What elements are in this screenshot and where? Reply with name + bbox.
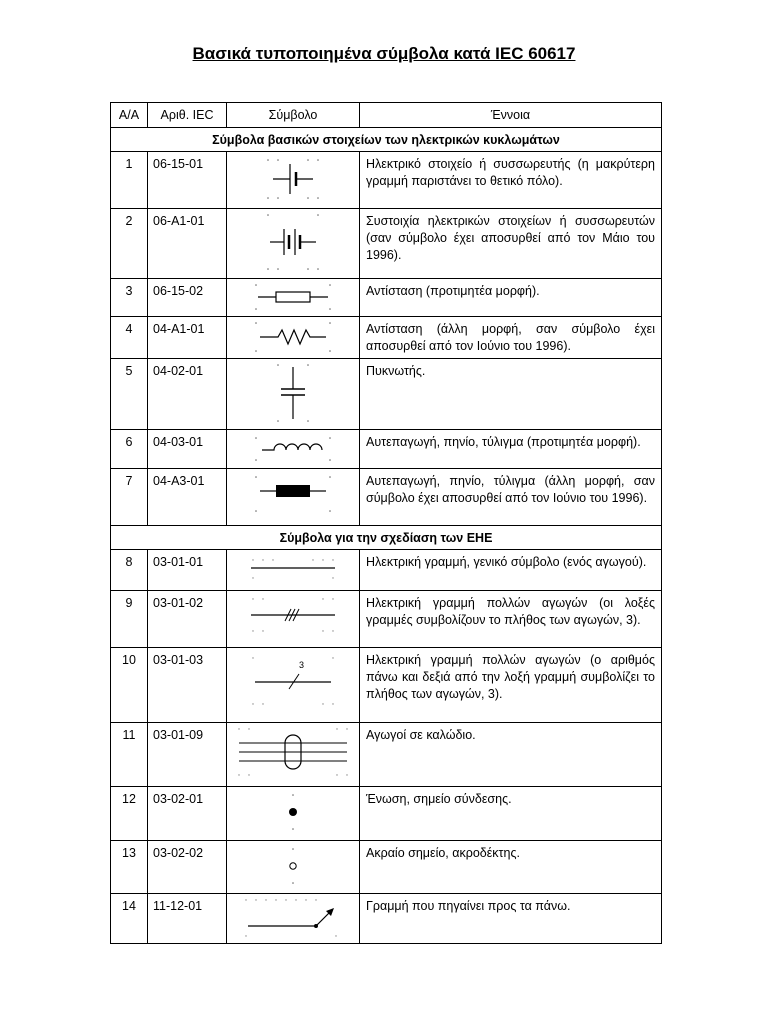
row-symbol xyxy=(227,430,360,469)
row-symbol xyxy=(227,152,360,209)
row-symbol xyxy=(227,279,360,317)
section-row xyxy=(111,526,662,550)
row-num: 2 xyxy=(111,209,148,279)
row-code: 06-15-01 xyxy=(148,152,227,209)
row-num: 12 xyxy=(111,787,148,841)
row-meaning: Αντίσταση (προτιμητέα μορφή). xyxy=(360,279,662,317)
row-num: 11 xyxy=(111,723,148,787)
row-code: 04-A1-01 xyxy=(148,317,227,359)
table-row xyxy=(111,279,662,317)
row-code: 06-A1-01 xyxy=(148,209,227,279)
row-meaning: Αυτεπαγωγή, πηνίο, τύλιγμα (προτιμητέα μορφή). xyxy=(360,430,662,469)
row-symbol xyxy=(227,723,360,787)
row-num: 6 xyxy=(111,430,148,469)
multi-line-number-icon xyxy=(243,648,343,714)
inductor-icon xyxy=(248,430,338,468)
row-meaning: Ακραίο σημείο, ακροδέκτης. xyxy=(360,841,662,894)
row-meaning: Αυτεπαγωγή, πηνίο, τύλιγμα (άλλη μορφή, σαν σύμβολο έχει αποσυρθεί από τον Ιούνιο του 1996). xyxy=(360,469,662,526)
terminal-icon xyxy=(263,841,323,891)
row-code: 04-02-01 xyxy=(148,359,227,430)
row-symbol xyxy=(227,591,360,648)
line-upward-icon xyxy=(238,894,348,942)
symbols-table xyxy=(110,102,662,944)
row-code: 03-02-01 xyxy=(148,787,227,841)
table-row xyxy=(111,723,662,787)
row-num: 13 xyxy=(111,841,148,894)
row-symbol xyxy=(227,359,360,430)
table-row xyxy=(111,591,662,648)
row-meaning: Συστοιχία ηλεκτρικών στοιχείων ή συσσωρευτών (σαν σύμβολο έχει αποσυρθεί από τον Μάιο του 1996). xyxy=(360,209,662,279)
cell-icon xyxy=(258,152,328,206)
row-meaning: Πυκνωτής. xyxy=(360,359,662,430)
row-code: 11-12-01 xyxy=(148,894,227,944)
row-code: 04-A3-01 xyxy=(148,469,227,526)
table-row xyxy=(111,469,662,526)
table-header-row xyxy=(111,103,662,128)
header-code: Αριθ. IEC xyxy=(148,103,227,128)
row-meaning: Ηλεκτρικό στοιχείο ή συσσωρευτής (η μακρύτερη γραμμή παριστάνει το θετικό πόλο). xyxy=(360,152,662,209)
table-row xyxy=(111,359,662,430)
row-num: 14 xyxy=(111,894,148,944)
resistor-zigzag-icon xyxy=(248,317,338,357)
row-meaning: Ένωση, σημείο σύνδεσης. xyxy=(360,787,662,841)
row-symbol xyxy=(227,209,360,279)
row-num: 5 xyxy=(111,359,148,430)
row-symbol xyxy=(227,787,360,841)
capacitor-icon xyxy=(258,359,328,427)
table-row xyxy=(111,317,662,359)
line-icon xyxy=(243,550,343,588)
cable-icon xyxy=(233,723,353,781)
table-row xyxy=(111,152,662,209)
row-code: 06-15-02 xyxy=(148,279,227,317)
row-meaning: Αντίσταση (άλλη μορφή, σαν σύμβολο έχει αποσυρθεί από τον Ιούνιο του 1996). xyxy=(360,317,662,359)
row-meaning: Γραμμή που πηγαίνει προς τα πάνω. xyxy=(360,894,662,944)
row-num: 3 xyxy=(111,279,148,317)
inductor-block-icon xyxy=(248,469,338,519)
row-num: 4 xyxy=(111,317,148,359)
table-row xyxy=(111,209,662,279)
row-num: 10 xyxy=(111,648,148,723)
section-title: Σύμβολα για την σχεδίαση των ΕΗΕ xyxy=(111,526,662,550)
table-row xyxy=(111,894,662,944)
row-code: 03-01-02 xyxy=(148,591,227,648)
row-meaning: Ηλεκτρική γραμμή πολλών αγωγών (ο αριθμός πάνω και δεξιά από την λοξή γραμμή συμβολίζει το πλήθος των αγωγών, 3). xyxy=(360,648,662,723)
table-row xyxy=(111,787,662,841)
row-symbol xyxy=(227,648,360,723)
header-symbol: Σύμβολο xyxy=(227,103,360,128)
row-meaning: Αγωγοί σε καλώδιο. xyxy=(360,723,662,787)
header-num: Α/Α xyxy=(111,103,148,128)
row-symbol xyxy=(227,841,360,894)
row-num: 1 xyxy=(111,152,148,209)
resistor-box-icon xyxy=(248,279,338,315)
row-num: 9 xyxy=(111,591,148,648)
table-row xyxy=(111,648,662,723)
row-meaning: Ηλεκτρική γραμμή, γενικό σύμβολο (ενός αγωγού). xyxy=(360,550,662,591)
battery-icon xyxy=(258,209,328,275)
row-code: 03-01-01 xyxy=(148,550,227,591)
section-row xyxy=(111,128,662,152)
row-symbol xyxy=(227,894,360,944)
row-meaning: Ηλεκτρική γραμμή πολλών αγωγών (οι λοξές γραμμές συμβολίζουν το πλήθος των αγωγών, 3). xyxy=(360,591,662,648)
table-row xyxy=(111,841,662,894)
conductor-count-label: 3 xyxy=(299,660,305,670)
table-row xyxy=(111,550,662,591)
row-code: 03-01-09 xyxy=(148,723,227,787)
multi-line-slashes-icon xyxy=(243,591,343,641)
header-meaning: Έννοια xyxy=(360,103,662,128)
row-symbol xyxy=(227,550,360,591)
row-num: 8 xyxy=(111,550,148,591)
row-code: 03-01-03 xyxy=(148,648,227,723)
row-num: 7 xyxy=(111,469,148,526)
table-row xyxy=(111,430,662,469)
section-title: Σύμβολα βασικών στοιχείων των ηλεκτρικών κυκλωμάτων xyxy=(111,128,662,152)
row-symbol xyxy=(227,317,360,359)
row-code: 03-02-02 xyxy=(148,841,227,894)
junction-dot-icon xyxy=(263,787,323,837)
row-code: 04-03-01 xyxy=(148,430,227,469)
page-title: Βασικά τυποποιημένα σύμβολα κατά IEC 60617 xyxy=(192,44,576,63)
row-symbol xyxy=(227,469,360,526)
